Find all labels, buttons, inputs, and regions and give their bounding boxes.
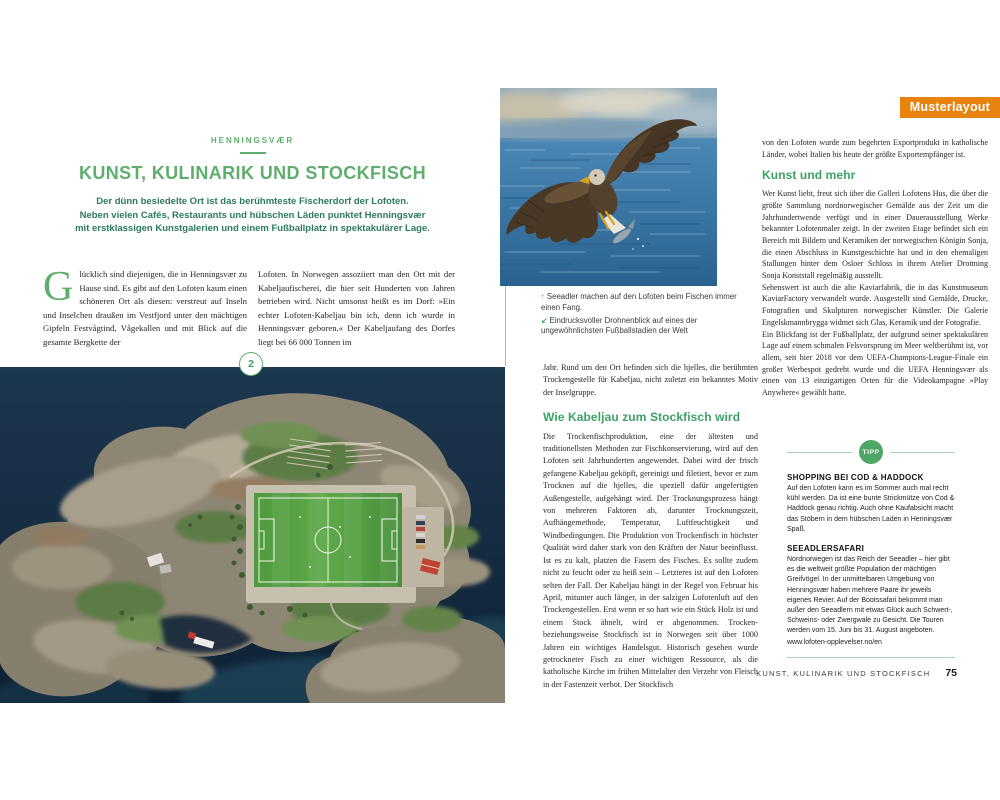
body-text: lücklich sind diejenigen, die in Henningsvær zu Hause sind. Es gibt auf den Lofoten kaum einen schöneren Ort als diesen: verstreut auf Inseln und Inselchen draußen im Vestfjord unter den mächtigen Gipfeln Festvågtind, Vågekallen und mit Blick auf die gesamte Bergkette der — [43, 269, 247, 347]
section-heading-kunst: Kunst und mehr — [762, 168, 856, 183]
caption-eagle: ↑ Seeadler machen auf den Lofoten beim Fischen immer einen Fang. — [541, 292, 737, 312]
tipp-badge: TIPP — [859, 440, 883, 464]
arrow-up-icon: ↑ — [541, 292, 545, 301]
middle-column — [543, 362, 758, 691]
tip-title-seeadlersafari: SEEADLERSAFARI — [787, 544, 865, 554]
section-heading-stockfisch: Wie Kabeljau zum Stockfisch wird — [543, 410, 741, 425]
kicker: HENNINGSVÆR — [210, 136, 295, 145]
page-gutter-line — [505, 286, 506, 366]
body-text: Lofoten. In Norwegen assoziiert man den Ort mit der Kabeljaufischerei, die hier seit Hunderten von Jahren betrieben wird. Nicht umsonst heißt es im Dorf: »Ein echter Lofoten-Kabeljau bin ich, denn ich wurde in Henningsvær geboren.« Der Kabeljaufang des Dorfes liegt bei 66 000 Tonnen im — [258, 269, 455, 347]
drop-cap: G — [43, 264, 74, 310]
tip-box — [787, 440, 955, 658]
right-column — [762, 137, 988, 399]
body-text: Sehenswert ist auch die alte Kaviarfabrik, die in das Kunstmuseum KaviarFactory verwandelt wurde. Ausgestellt sind Gemälde, Drucke, Fotografien und Skulpturen norwegischer Künstler. Die Galerie Engelskmannbrygga widmet sich Glas, Keramik und der Fotografie. — [762, 282, 988, 327]
running-title: KUNST, KULINARIK UND STOCKFISCH — [756, 668, 931, 678]
photo-number-badge: 2 — [239, 352, 263, 376]
eagle-photo — [500, 88, 717, 286]
aerial-photo — [0, 367, 505, 703]
body-text: Ein Blickfang ist der Fußballplatz, der aufgrund seiner spektakulären Lage auf einem schmalen Felsvorsprung im Meer weltberühmt ist, vor allem, seit hier 2018 vor dem UEFA-Champions-League-Finale ein großer Werbespot gedreht wurde und die UEFA Henningsvær als einen von 13 einzigartigen Orten für die Videokampagne »Play Anywhere« gewählt hatte. — [762, 329, 988, 398]
body-column-2 — [258, 268, 455, 350]
tip-header-rule — [787, 440, 955, 464]
standfirst — [40, 195, 465, 236]
tip-body-seeadlersafari: Nordnorwegen ist das Reich der Seeadler – hier gibt es die weltweit größte Population der mächtigen Greifvögel. In der unmittelbaren Umgebung von Henningsvær haben mehrere Paare ihr jeweils eigenes Revier. Auf der Bootssafari bekommt man außer den Seeadlern mit etwas Glück auch Schwert-, Schweins- oder Zwergwale zu Gesicht. Die Touren werden vom 15. Juni bis 31. August angeboten. — [787, 556, 953, 635]
page-number: 75 — [945, 667, 957, 679]
tip-body-shopping: Auf den Lofoten kann es im Sommer auch mal recht kühl werden. Da ist eine bunte Strickmütze von Cod & Haddock genau richtig. Auch ohne Kaufabsicht macht das Stöbern in dem hübschen Laden in Henningsvær Spaß. — [787, 485, 955, 533]
tip-title-shopping: SHOPPING BEI COD & HADDOCK — [787, 473, 924, 482]
standfirst-line: Neben vielen Cafés, Restaurants und hübschen Läden punktet Henningsvær — [79, 209, 426, 221]
musterlayout-badge: Musterlayout — [900, 97, 1000, 118]
body-text: Wer Kunst liebt, freut sich über die Galleri Lofotens Hus, die über die größte Sammlung nordnorwegischer Gemälde aus der Zeit um die Jahrhundertwende verfügt und in einer Dauerausstellung Werke bekannter Lofotenmaler zeigt. In der zweiten Etage befindet sich ein Bereich mit Bildern und Keramiken der norwegischen Königin Sonja, die einen Abschluss in Kunstgeschichte hat und in den ehemaligen Stallungen hinter dem Osloer Schloss in ihrem Atelier Drottning Sonja Konststall regelmäßig ausstellt. — [762, 189, 988, 281]
standfirst-line: mit erstklassigen Kunstgalerien und einem Fußballplatz in spektakulärer Lage. — [75, 223, 430, 234]
body-column-1 — [43, 264, 247, 350]
headline-block — [40, 136, 465, 236]
arrow-down-left-icon: ↙ — [541, 315, 548, 325]
page-footer — [756, 667, 957, 679]
caption-aerial: ↙ Eindrucksvoller Drohnenblick auf eines der ungewöhnlichsten Fußballstadien der Welt — [541, 315, 698, 336]
kicker-rule — [240, 152, 266, 154]
tip-url: www.lofoten-opplevelser.no/en — [787, 638, 882, 646]
body-text: von den Lofoten wurde zum begehrten Exportprodukt in katholische Länder, wobei Italien bis heute der größte Exportempfänger ist. — [762, 138, 988, 159]
tip-bottom-rule — [787, 657, 955, 658]
standfirst-line: Der dünn besiedelte Ort ist das berühmteste Fischerdorf der Lofoten. — [96, 196, 409, 207]
photo-captions — [541, 292, 755, 339]
page-title: KUNST, KULINARIK UND STOCKFISCH — [78, 163, 427, 183]
body-text: Die Trockenfischproduktion, eine der ältesten und traditionellsten Methoden zur Fischkonservierung, wird auf den Lofoten seit Jahrhunderten angewendet. Dabei wird der frisch gefangene Kabeljau geköpft, gereinigt und filetiert, bevor er zum Trocknen auf die hjelles, die speziell dafür angefertigten Außengestelle, aufgehängt wird. Der Trocknungsprozess hängt von mehreren Faktoren ab, darunter Trocknungszeit, Aufhängemethode, Temperatur, Luftfeuchtigkeit und Windbedingungen. Die Produktion von Trockenfisch in höchster Qualität wird daher stark von den Kräften der Natur beeinflusst. Ist es zu kalt, platzen die Fasern des Fisches. Es sollte zudem nicht zu feucht oder zu heiß sein – Letzteres ist auf den Lofoten selten der Fall. Der Kabeljau hängt in der Regel von Februar bis April, mitunter auch länger, in der salzigen Lofotenluft auf den Trockengestellen. Erst wenn er so hart wie ein Stück Holz ist und einem Stock ähnelt, wird er abgenommen. Trocken- beziehungsweise Stockfisch ist in Norwegen seit über 1000 Jahren ein wichtiges Handelsgut. Historisch gesehen wurde getrockneter Fisch zu einer wichtigen Ressource, als die katholische Kirche im frühen Mittelalter den Verzehr von Fleisch in der Fastenzeit verbot. Der Stockfisch — [543, 431, 758, 689]
body-text: Jahr. Rund um den Ort befinden sich die hjelles, die berühmten Trockengestelle für Kabeljau, nicht zuletzt ein bekanntes Motiv der Inselgruppe. — [543, 363, 758, 397]
